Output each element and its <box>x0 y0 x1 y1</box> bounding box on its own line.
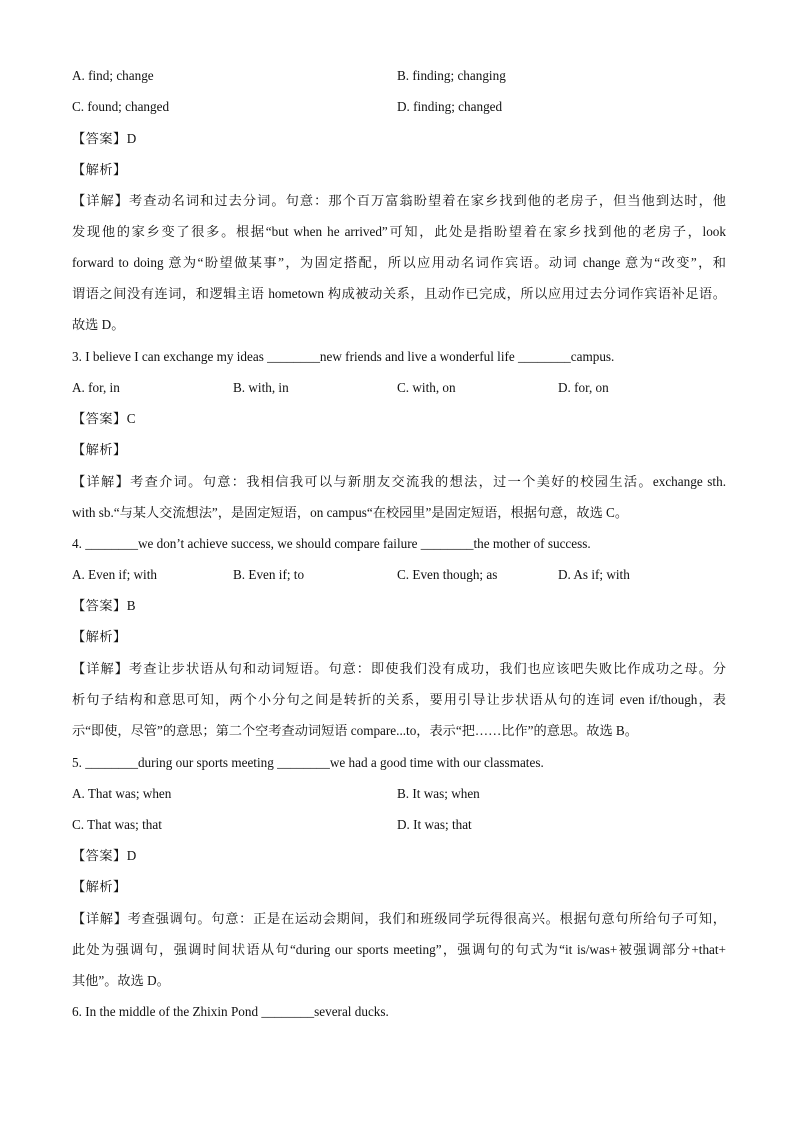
q2-answer: 【答案】D <box>72 131 137 146</box>
q3-detail-line: 【详解】考查介词。句意：我相信我可以与新朋友交流我的想法，过一个美好的校园生活。exchange sth. <box>72 474 726 489</box>
q2-analysis-heading: 【解析】 <box>72 162 127 177</box>
q6-stem: 6. In the middle of the Zhixin Pond ________several ducks. <box>72 1004 389 1019</box>
q5-option-d: D. It was; that <box>397 817 472 832</box>
q5-detail-line: 【详解】考查强调句。句意：正是在运动会期间，我们和班级同学玩得很高兴。根据句意句所给句子可知， <box>72 911 726 926</box>
q4-option-a: A. Even if; with <box>72 567 157 582</box>
q5-option-b: B. It was; when <box>397 786 480 801</box>
q4-option-b: B. Even if; to <box>233 567 305 582</box>
q2-option-a: A. find; change <box>72 68 154 83</box>
q5-answer: 【答案】D <box>72 848 137 863</box>
q5-option-a: A. That was; when <box>72 786 172 801</box>
q4-stem: 4. ________we don’t achieve success, we should compare failure ________the mother of success. <box>72 536 591 551</box>
q2-detail-line: 谓语之间没有连词，和逻辑主语 hometown 构成被动关系，且动作已完成，所以应用过去分词作宾语补足语。 <box>72 286 726 301</box>
q5-analysis-heading: 【解析】 <box>72 879 127 894</box>
q2-detail-line: 【详解】考查动名词和过去分词。句意：那个百万富翁盼望着在家乡找到他的老房子，但当他到达时，他 <box>72 193 726 208</box>
q4-option-d: D. As if; with <box>558 567 630 582</box>
q4-detail-line: 析句子结构和意思可知，两个小分句之间是转折的关系，要用引导让步状语从句的连词 even if/though，表 <box>72 692 726 707</box>
q5-option-c: C. That was; that <box>72 817 162 832</box>
q5-stem: 5. ________during our sports meeting ________we had a good time with our classmates. <box>72 755 544 770</box>
q3-analysis-heading: 【解析】 <box>72 442 127 457</box>
q3-option-b: B. with, in <box>233 380 289 395</box>
q4-detail-line: 【详解】考查让步状语从句和动词短语。句意：即使我们没有成功，我们也应该吧失败比作成功之母。分 <box>72 661 726 676</box>
q3-detail-line: with sb.“与某人交流想法”，是固定短语，on campus“在校园里”是固定短语，根据句意，故选 C。 <box>72 505 629 520</box>
q2-option-b: B. finding; changing <box>397 68 506 83</box>
q3-answer: 【答案】C <box>72 411 137 426</box>
q4-detail-line: 示“即使，尽管”的意思；第二个空考查动词短语 compare...to，表示“把……比作”的意思。故选 B。 <box>72 723 638 738</box>
q4-analysis-heading: 【解析】 <box>72 629 127 644</box>
q4-answer: 【答案】B <box>72 598 137 613</box>
q4-option-c: C. Even though; as <box>397 567 498 582</box>
q3-option-a: A. for, in <box>72 380 120 395</box>
q2-detail-line: forward to doing 意为“盼望做某事”，为固定搭配，所以应用动名词作宾语。动词 change 意为“改变”，和 <box>72 255 726 270</box>
q3-option-c: C. with, on <box>397 380 456 395</box>
q5-detail-line: 此处为强调句，强调时间状语从句“during our sports meeting”，强调句的句式为“it is/was+被强调部分+that+ <box>72 942 726 957</box>
q2-detail-line: 发现他的家乡变了很多。根据“but when he arrived”可知，此处是指盼望着在家乡找到他的老房子，look <box>72 224 726 239</box>
q3-option-d: D. for, on <box>558 380 609 395</box>
q2-option-d: D. finding; changed <box>397 99 503 114</box>
q3-stem: 3. I believe I can exchange my ideas ________new friends and live a wonderful life ________campus. <box>72 349 615 364</box>
q2-option-c: C. found; changed <box>72 99 170 114</box>
q5-detail-line: 其他”。故选 D。 <box>72 973 170 988</box>
q2-detail-line: 故选 D。 <box>72 317 125 332</box>
